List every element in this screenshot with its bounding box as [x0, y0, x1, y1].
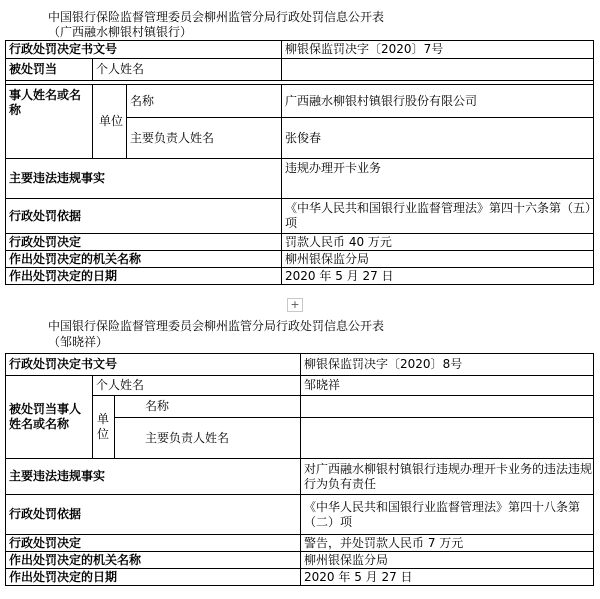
violation-value: 违规办理开卡业务 [282, 159, 594, 199]
party-label: 被处罚当事人姓名或名称 [6, 376, 93, 459]
date-value: 2020 年 5 月 27 日 [301, 569, 594, 586]
violation-value: 对广西融水柳银村镇银行违规办理开卡业务的违法违规行为负有责任 [301, 459, 594, 495]
decision-label: 行政处罚决定 [6, 234, 282, 251]
decision-no-value: 柳银保监罚决字〔2020〕7号 [282, 41, 594, 59]
decision-no-value: 柳银保监罚决字〔2020〕8号 [301, 354, 594, 376]
table2-title: 中国银行保险监督管理委员会柳州监管分局行政处罚信息公开表 [48, 319, 385, 333]
decision-no-label: 行政处罚决定书文号 [6, 354, 301, 376]
decision-no-label: 行政处罚决定书文号 [6, 41, 282, 59]
date-label: 作出处罚决定的日期 [6, 268, 282, 285]
decision-value: 警告，并处罚款人民币 7 万元 [301, 535, 594, 552]
legal-rep-value: 张俊春 [282, 118, 594, 159]
decision-value: 罚款人民币 40 万元 [282, 234, 594, 251]
legal-rep-value [301, 418, 594, 459]
authority-value: 柳州银保监分局 [301, 552, 594, 569]
penalty-table-1 [5, 40, 594, 285]
basis-label: 行政处罚依据 [6, 495, 301, 535]
party-label: 被处罚当 [6, 59, 93, 81]
basis-value: 《中华人民共和国银行业监督管理法》第四十八条第（二）项 [301, 495, 594, 535]
legal-rep-label: 主要负责人姓名 [115, 418, 301, 459]
party-type-label: 个人姓名 [93, 59, 282, 81]
name-value [301, 396, 594, 418]
table1-title: 中国银行保险监督管理委员会柳州监管分局行政处罚信息公开表 [48, 10, 385, 24]
unit-label: 单位 [93, 396, 115, 459]
authority-value: 柳州银保监分局 [282, 251, 594, 268]
decision-label: 行政处罚决定 [6, 535, 301, 552]
date-label: 作出处罚决定的日期 [6, 569, 301, 586]
name-value: 广西融水柳银村镇银行股份有限公司 [282, 85, 594, 118]
party-type-value [282, 59, 594, 81]
basis-label: 行政处罚依据 [6, 199, 282, 234]
table1-subtitle: （广西融水柳银村镇银行） [48, 25, 193, 39]
penalty-table-2 [5, 353, 594, 586]
person-label: 个人姓名 [93, 376, 301, 396]
name-label: 名称 [127, 85, 282, 118]
entity-label: 事人姓名或名称 [6, 85, 93, 159]
table-move-handle[interactable]: + [287, 298, 303, 312]
person-value: 邹晓祥 [301, 376, 594, 396]
unit-label: 单位 [93, 85, 127, 159]
date-value: 2020 年 5 月 27 日 [282, 268, 594, 285]
basis-value: 《中华人民共和国银行业监督管理法》第四十六条第（五）项 [282, 199, 594, 234]
legal-rep-label: 主要负责人姓名 [127, 118, 282, 159]
authority-label: 作出处罚决定的机关名称 [6, 552, 301, 569]
violation-label: 主要违法违规事实 [6, 459, 301, 495]
name-label: 名称 [115, 396, 301, 418]
violation-label: 主要违法违规事实 [6, 159, 282, 199]
authority-label: 作出处罚决定的机关名称 [6, 251, 282, 268]
table2-subtitle: （邹晓祥） [48, 335, 109, 349]
